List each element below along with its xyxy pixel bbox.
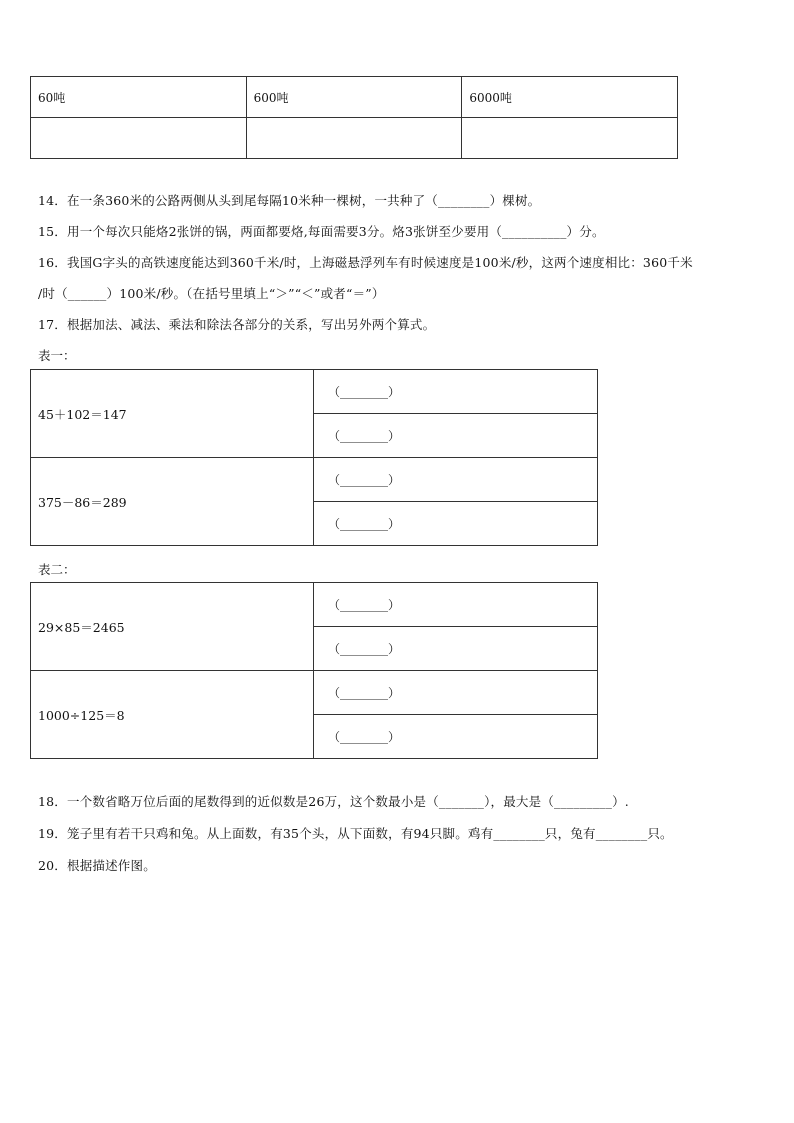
equation-table-2 <box>30 582 598 759</box>
tons-cell: 600吨 <box>246 77 462 118</box>
question-19: 19．笼子里有若干只鸡和兔。从上面数，有35个头，从下面数，有94只脚。鸡有________只，兔有________只。 <box>38 826 673 841</box>
question-16-line1: 16．我国G字头的高铁速度能达到360千米/时，上海磁悬浮列车有时候速度是100米/秒，这两个速度相比：360千米 <box>38 255 693 270</box>
question-15: 15．用一个每次只能烙2张饼的锅，两面都要烙,每面需要3分。烙3张饼至少要用（__________）分。 <box>38 224 605 239</box>
table1-label: 表一： <box>38 348 76 363</box>
table-row <box>31 370 598 414</box>
equation-cell: 29×85＝2465 <box>31 583 314 671</box>
tons-answer-cell[interactable] <box>246 118 462 159</box>
question-14: 14．在一条360米的公路两侧从头到尾每隔10米种一棵树，一共种了（________）棵树。 <box>38 193 541 208</box>
question-17: 17．根据加法、减法、乘法和除法各部分的关系，写出另外两个算式。 <box>38 317 436 332</box>
answer-cell[interactable]: （________） <box>314 671 598 715</box>
tons-table-blank-row <box>31 118 678 159</box>
tons-table <box>30 76 678 159</box>
answer-cell[interactable]: （________） <box>314 414 598 458</box>
table2-label: 表二： <box>38 562 76 577</box>
equation-cell: 45＋102＝147 <box>31 370 314 458</box>
tons-cell: 6000吨 <box>462 77 678 118</box>
answer-cell[interactable]: （________） <box>314 370 598 414</box>
answer-cell[interactable]: （________） <box>314 627 598 671</box>
table-row <box>31 458 598 502</box>
answer-cell[interactable]: （________） <box>314 583 598 627</box>
equation-table-1 <box>30 369 598 546</box>
table-row <box>31 671 598 715</box>
tons-answer-cell[interactable] <box>31 118 247 159</box>
equation-cell: 1000÷125＝8 <box>31 671 314 759</box>
table-row <box>31 583 598 627</box>
answer-cell[interactable]: （________） <box>314 715 598 759</box>
answer-cell[interactable]: （________） <box>314 458 598 502</box>
equation-cell: 375－86＝289 <box>31 458 314 546</box>
answer-cell[interactable]: （________） <box>314 502 598 546</box>
question-20: 20．根据描述作图。 <box>38 858 156 873</box>
tons-cell: 60吨 <box>31 77 247 118</box>
question-16-line2: /时（______）100米/秒。（在括号里填上“＞”“＜”或者“＝”） <box>38 286 385 301</box>
tons-table-header-row <box>31 77 678 118</box>
question-18: 18．一个数省略万位后面的尾数得到的近似数是26万，这个数最小是（_______），最大是（_________）. <box>38 794 629 809</box>
tons-answer-cell[interactable] <box>462 118 678 159</box>
